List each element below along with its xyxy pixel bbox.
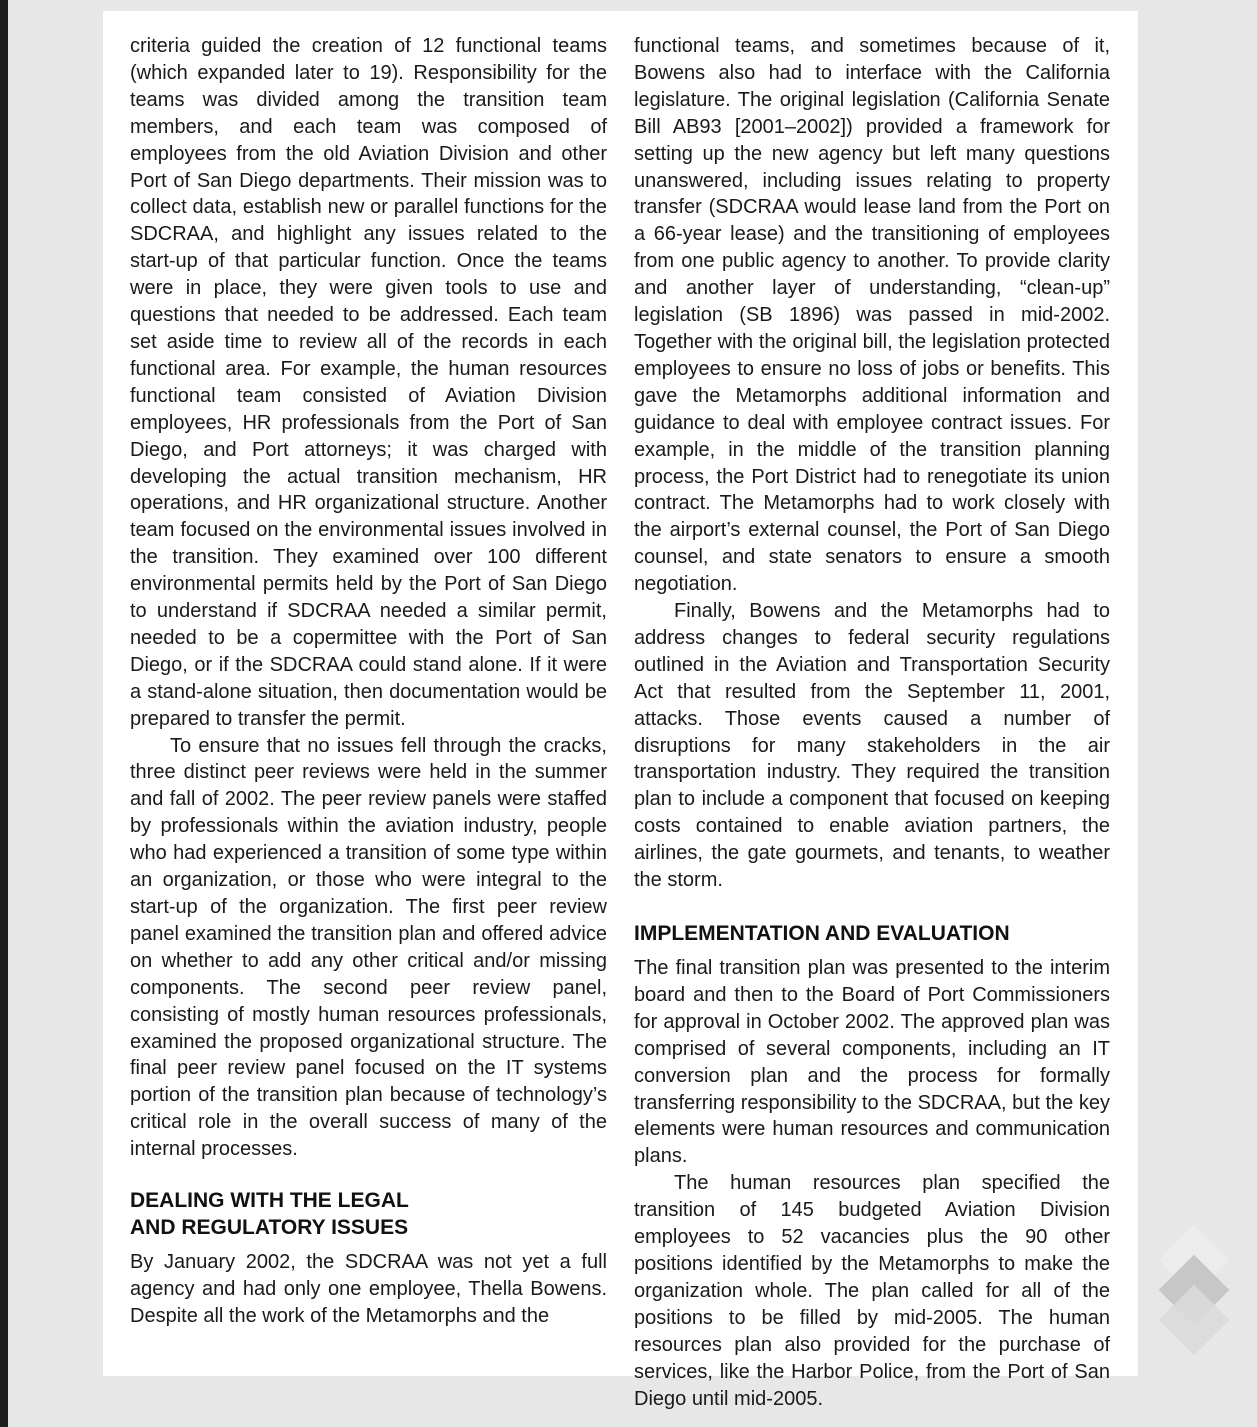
viewer-left-edge (0, 0, 8, 1427)
right-paragraph-2: Finally, Bowens and the Metamorphs had to address changes to federal security regulations outlined in the Aviation and Transportation Security Act that resulted from the September 11, 2001, attacks. Those events caused a number of disruptions for many stakeholders in the air transportation industry. They required the transition plan to include a component that focused on keeping costs contained to enable aviation partners, the airlines, the gate gourmets, and tenants, to weather the storm. (634, 600, 1110, 892)
left-paragraph-1: criteria guided the creation of 12 functional teams (which expanded later to 19). Responsibility for the teams was divided among the transition team members, and each team was composed of employees from the old Aviation Division and other Port of San Diego departments. Their mission was to collect data, establish new or parallel functions for the SDCRAA, and highlight any issues related to the start-up of that particular function. Once the teams were in place, they were given tools to use and questions that needed to be addressed. Each team set aside time to review all of the records in each functional area. For example, the human resources functional team consisted of Aviation Division employees, HR professionals from the Port of San Diego, and Port attorneys; it was charged with developing the actual transition mechanism, HR operations, and HR organizational structure. Another team focused on the environmental issues involved in the transition. They examined over 100 different environmental permits held by the Port of San Diego to understand if SDCRAA needed a similar permit, needed to be a copermittee with the Port of San Diego, or if the SDCRAA could stand alone. If it were a stand-alone situation, then documentation would be prepared to transfer the permit. (130, 35, 607, 730)
diamond-page-navigator-icon[interactable] (1146, 1222, 1242, 1372)
document-page (103, 11, 1138, 1410)
section-heading-legal-line-1: DEALING WITH THE LEGAL (130, 1189, 409, 1213)
right-column (634, 33, 1110, 1412)
left-column (130, 33, 607, 1330)
section-heading-implementation: IMPLEMENTATION AND EVALUATION (634, 922, 1010, 945)
section-heading-legal (130, 1187, 607, 1241)
right-paragraph-1: functional teams, and sometimes because of it, Bowens also had to interface with the California legislature. The original legislation (California Senate Bill AB93 [2001–2002]) provided a framework for setting up the new agency but left many questions unanswered, including issues relating to property transfer (SDCRAA would lease land from the Port on a 66-year lease) and the transitioning of employees from one public agency to another. To provide clarity and another layer of understanding, “clean-up” legislation (SB 1896) was passed in mid-2002. Together with the original bill, the legislation protected employees to ensure no loss of jobs or benefits. This gave the Metamorphs additional information and guidance to deal with employee contract issues. For example, in the middle of the transition planning process, the Port District had to renegotiate its union contract. The Metamorphs had to work closely with the airport’s external counsel, the Port of San Diego counsel, and state senators to ensure a smooth negotiation. (634, 35, 1110, 596)
section-heading-legal-line-2: AND REGULATORY ISSUES (130, 1216, 409, 1240)
right-paragraph-3: The final transition plan was presented to the interim board and then to the Board of Port Commissioners for approval in October 2002. The approved plan was comprised of several components, including an IT conversion plan and the process for formally transferring responsibility to the SDCRAA, but the key elements were human resources and communication plans. (634, 957, 1110, 1168)
left-paragraph-2: To ensure that no issues fell through the cracks, three distinct peer reviews were held in the summer and fall of 2002. The peer review panels were staffed by professionals within the aviation industry, people who had experienced a transition of some type within an organization, or those who were integral to the start-up of the organization. The first peer review panel examined the transition plan and offered advice on whether to add any other critical and/or missing components. The second peer review panel, consisting of mostly human resources professionals, examined the proposed organizational structure. The final peer review panel focused on the IT systems portion of the transition plan because of technology’s critical role in the overall success of many of the internal processes. (130, 734, 607, 1161)
left-paragraph-3: By January 2002, the SDCRAA was not yet a full agency and had only one employee, Thella Bowens. Despite all the work of the Metamorphs and the (130, 1251, 607, 1327)
right-paragraph-4: The human resources plan specified the transition of 145 budgeted Aviation Division employees to 52 vacancies plus the 90 other positions identified by the Metamorphs to make the organization whole. The plan called for all of the positions to be filled by mid-2005. The human resources plan also provided for the purchase of services, like the Harbor Police, from the Port of San Diego until mid-2005. (634, 1172, 1110, 1410)
